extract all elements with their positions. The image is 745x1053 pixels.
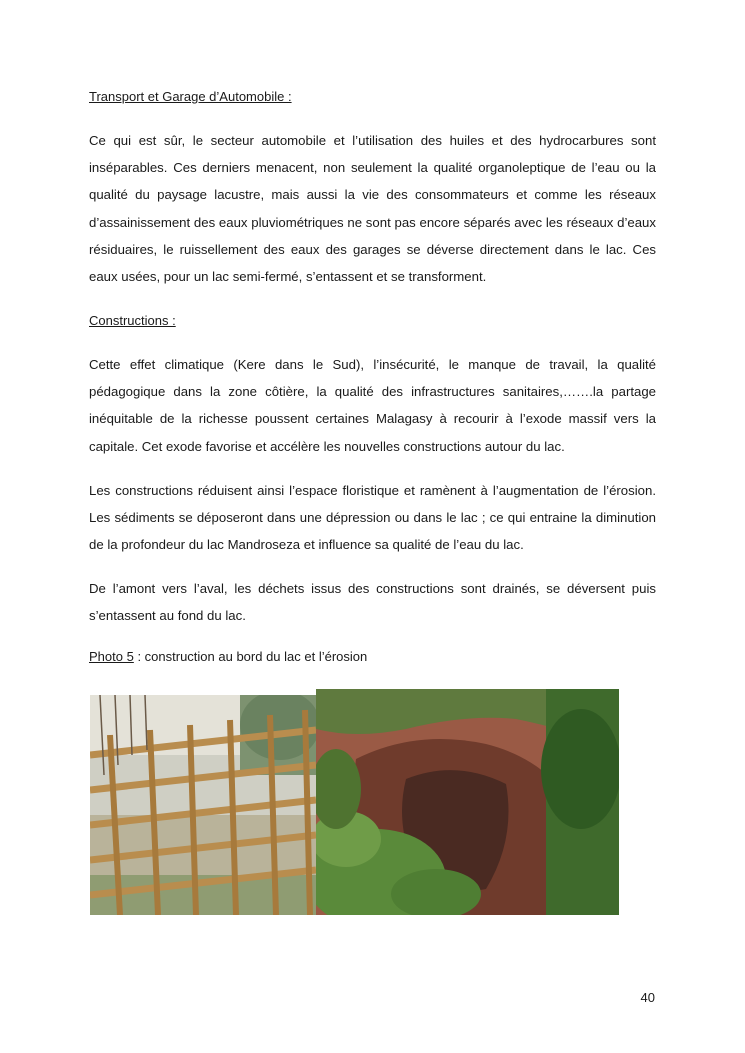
photo-caption	[89, 649, 367, 664]
page-number: 40	[640, 990, 655, 1005]
constructions-paragraph-2: Les constructions réduisent ainsi l’espace floristique et ramènent à l’augmentation de l’érosion. Les sédiments se déposeront dans une dépression ou dans le lac ; ce qui entraine la diminution de la profondeur du lac Mandroseza et influence sa qualité de l’eau du lac.	[89, 483, 656, 553]
erosion-photo	[316, 689, 619, 915]
transport-heading: Transport et Garage d’Automobile :	[89, 89, 292, 104]
transport-paragraph: Ce qui est sûr, le secteur automobile et l’utilisation des huiles et des hydrocarbures sont inséparables. Ces derniers menacent, non seulement la qualité organoleptique de l’eau ou la qualité du paysage lacustre, mais aussi la vie des consommateurs et comme les réseaux d’assainissement des eaux pluviométriques ne sont pas encore séparés avec les réseaux d’eaux résiduaires, le ruissellement des eaux des garages se déverse directement dans le lac. Ces eaux usées, pour un lac semi-fermé, s’entassent et se transforment.	[89, 133, 656, 285]
constructions-paragraph-3: De l’amont vers l’aval, les déchets issus des constructions sont drainés, se déversent puis s’entassent au fond du lac.	[89, 581, 656, 624]
photo-caption-text: : construction au bord du lac et l’érosion	[133, 649, 368, 664]
constructions-paragraph-1: Cette effet climatique (Kere dans le Sud), l’insécurité, le manque de travail, la qualité pédagogique dans la zone côtière, la qualité des infrastructures sanitaires,…….la partage inéquitable de la richesse poussent certaines Malagasy à recourir à l’exode massif vers la capitale. Cet exode favorise et accélère les nouvelles constructions autour du lac.	[89, 357, 656, 454]
constructions-heading: Constructions :	[89, 313, 176, 328]
photo-caption-label: Photo 5	[89, 649, 134, 664]
construction-photo	[90, 695, 316, 915]
